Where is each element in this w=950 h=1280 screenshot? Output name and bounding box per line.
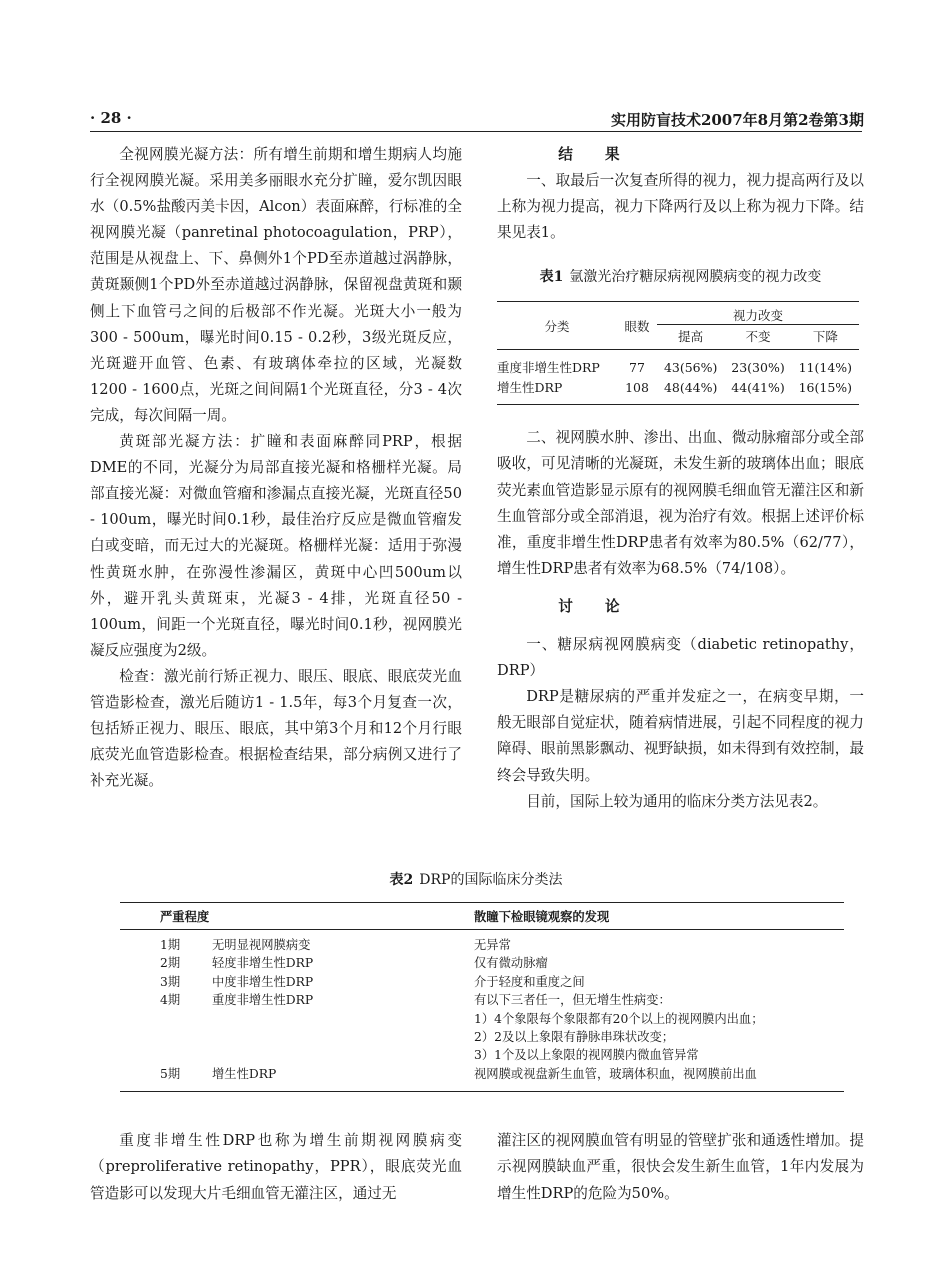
discussion-paragraph-1: DRP是糖尿病的严重并发症之一，在病变早期，一般无眼部自觉症状，随着病情进展，引起不同程度的视力障碍、眼前黑影飘动、视野缺损，如未得到有效控制，最终会导致失明。 — [497, 688, 864, 784]
t1-cell: 77 — [629, 359, 645, 375]
t1-header-category: 分类 — [497, 302, 617, 350]
t1-cell: 108 — [625, 379, 649, 395]
t2-stage: 4期 — [160, 993, 181, 1008]
table2 — [120, 902, 844, 1092]
ppr-paragraph-continued: 灌注区的视网膜血管有明显的管壁扩张和通透性增加。提示视网膜缺血严重，很快会发生新生血管，1年内发展为增生性DRP的危险为50%。 — [497, 1132, 864, 1202]
t1-cell: 44(41%) — [731, 379, 785, 395]
prp-method-paragraph: 全视网膜光凝方法：所有增生前期和增生期病人均施行全视网膜光凝。采用美多丽眼水充分扩瞳，爱尔凯因眼水（0.5%盐酸丙美卡因，Alcon）表面麻醉，行标准的全视网膜光凝（panretinal photocoagulation，PRP），范围是从视盘上、下、鼻侧外1个PD至赤道越过涡静脉，黄斑颞侧1个PD外至赤道越过涡静脉，保留视盘黄斑和颞侧上下血管弓之间的后极部不作光凝。光斑大小一般为300 - 500um，曝光时间0.15 - 0.2秒，3级光斑反应，光斑避开血管、色素、有玻璃体牵拉的区域，光凝数1200 - 1600点，光斑之间间隔1个光斑直径，分3 - 4次完成，每次间隔一周。 — [90, 146, 462, 424]
t2-name: 无明显视网膜病变 — [212, 938, 311, 952]
t2-finding: 视网膜或视盘新生血管，玻璃体积血，视网膜前出血 — [474, 1066, 757, 1081]
t1-cell: 16(15%) — [798, 379, 853, 395]
t2-name: 中度非增生性DRP — [212, 974, 314, 989]
table-row — [120, 954, 844, 972]
t2-header-row — [120, 903, 844, 930]
t2-header-severity: 严重程度 — [160, 909, 210, 924]
ppr-paragraph: 重度非增生性DRP也称为增生前期视网膜病变（preproliferative retinopathy，PPR），眼底荧光血管造影可以发现大片毛细血管无灌注区，通过无 — [90, 1132, 462, 1202]
t2-stage: 3期 — [160, 974, 181, 989]
discussion-subheading: 一、糖尿病视网膜病变（diabetic retinopathy，DRP） — [497, 636, 864, 680]
table1 — [497, 301, 859, 405]
t2-header-finding: 散瞳下检眼镜观察的发现 — [474, 909, 610, 924]
table-row — [120, 936, 844, 954]
t1-header-down: 下降 — [812, 329, 838, 345]
table1-label: 表1 — [539, 269, 564, 286]
header-rule — [90, 131, 862, 132]
t2-finding-line: 2）2及以上象限有静脉串珠状改变； — [474, 1030, 675, 1045]
t1-header-eyes: 眼数 — [617, 302, 657, 350]
t1-header-same: 不变 — [745, 329, 771, 345]
t1-cell: 23(30%) — [731, 359, 785, 375]
t2-name: 增生性DRP — [212, 1066, 277, 1081]
t2-finding-line: 3）1个及以上象限的视网膜内微血管异常 — [474, 1048, 699, 1063]
table2-caption — [90, 869, 862, 889]
t2-name: 轻度非增生性DRP — [212, 956, 314, 971]
discussion-paragraph-2: 目前，国际上较为通用的临床分类方法见表2。 — [526, 792, 828, 810]
t1-cell: 48(44%) — [663, 379, 718, 395]
table2-title: DRP的国际临床分类法 — [419, 872, 563, 888]
t2-stage: 5期 — [160, 1066, 181, 1081]
bottom-right-column — [497, 1128, 864, 1207]
journal-header: 实用防盲技术2007年8月第2卷第3期 — [610, 111, 864, 129]
right-column — [497, 142, 864, 815]
t1-cell: 增生性DRP — [497, 380, 563, 396]
t2-body — [120, 930, 844, 1091]
table1-caption — [497, 267, 864, 287]
t1-cell: 重度非增生性DRP — [497, 360, 600, 376]
t2-finding: 仅有微动脉瘤 — [474, 956, 548, 971]
t2-name: 重度非增生性DRP — [212, 993, 314, 1008]
bottom-left-column — [90, 1128, 462, 1207]
table1-title: 氩激光治疗糖尿病视网膜病变的视力改变 — [569, 269, 822, 286]
t1-cell: 43(56%) — [663, 359, 718, 375]
macular-method-paragraph: 黄斑部光凝方法：扩瞳和表面麻醉同PRP，根据DME的不同，光凝分为局部直接光凝和格栅样光凝。局部直接光凝：对微血管瘤和渗漏点直接光凝，光斑直径50 - 100um，曝光时间0.1秒，最佳治疗反应是微血管瘤发白或变暗，而无过大的光凝斑。格栅样光凝：适用于弥漫性黄斑水肿，在弥漫性渗漏区，黄斑中心凹500um以外，避开乳头黄斑束，光凝3 - 4排，光斑直径50 - 100um，间距一个光斑直径，曝光时间0.1秒，视网膜光凝反应强度为2级。 — [90, 433, 462, 659]
t2-stage: 2期 — [160, 956, 181, 971]
t2-finding: 无异常 — [474, 938, 511, 952]
t2-finding: 介于轻度和重度之间 — [474, 974, 585, 989]
table-row — [120, 1065, 844, 1083]
t2-finding-line: 有以下三者任一，但无增生性病变： — [474, 993, 671, 1008]
table2-label: 表2 — [389, 872, 414, 888]
t1-cell: 11(14%) — [798, 359, 853, 375]
examination-paragraph: 检查：激光前行矫正视力、眼压、眼底、眼底荧光血管造影检查，激光后随访1 - 1.5年，每3个月复查一次，包括矫正视力、眼压、眼底，其中第3个月和12个月行眼底荧光血管造影检查。根据检查结果，部分病例又进行了补充光凝。 — [90, 667, 462, 790]
t2-finding — [442, 991, 844, 1065]
t1-row — [497, 350, 859, 377]
left-column — [90, 142, 462, 794]
t2-finding-line: 1）4个象限每个象限都有20个以上的视网膜内出血； — [474, 1011, 764, 1026]
t1-header-up: 提高 — [678, 329, 704, 345]
discussion-heading: 讨论 — [558, 597, 652, 615]
t2-stage: 1期 — [160, 938, 181, 952]
table-row — [120, 991, 844, 1065]
table-row — [120, 973, 844, 991]
results-paragraph-2: 二、视网膜水肿、渗出、出血、微动脉瘤部分或全部吸收，可见清晰的光凝斑，未发生新的玻璃体出血；眼底荧光素血管造影显示原有的视网膜毛细血管无灌注区和新生血管部分或全部消退，视为治疗有效。根据上述评价标准，重度非增生性DRP患者有效率为80.5%（62/77），增生性DRP患者有效率为68.5%（74/108）。 — [497, 429, 864, 577]
results-paragraph-1: 一、取最后一次复查所得的视力，视力提高两行及以上称为视力提高，视力下降两行及以上称为视力下降。结果见表1。 — [497, 172, 864, 242]
t1-row — [497, 376, 859, 405]
t1-header-group: 视力改变 — [657, 302, 859, 326]
results-heading: 结果 — [558, 146, 652, 163]
page-number: · 28 · — [90, 109, 132, 127]
